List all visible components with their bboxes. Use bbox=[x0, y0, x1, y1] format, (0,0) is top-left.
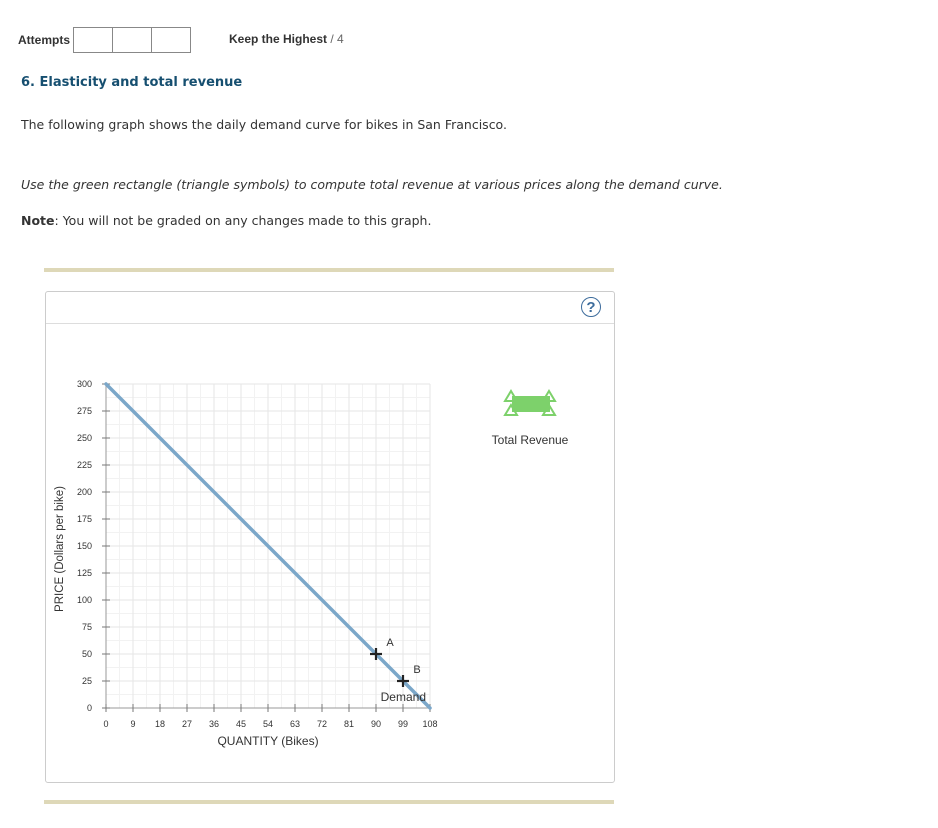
points-layer bbox=[370, 637, 421, 687]
y-tick-label: 300 bbox=[76, 379, 92, 389]
x-tick-label: 9 bbox=[130, 719, 136, 729]
y-tick-label: 175 bbox=[76, 514, 92, 524]
y-tick-label: 200 bbox=[76, 487, 92, 497]
x-tick-label: 108 bbox=[422, 719, 438, 729]
ticks bbox=[77, 379, 438, 729]
attempts-label: Attempts bbox=[18, 33, 71, 47]
question-instruction: Use the green rectangle (triangle symbols) to compute total revenue at various prices along the demand curve. bbox=[21, 177, 723, 192]
help-icon[interactable]: ? bbox=[581, 297, 601, 317]
note-label: Note bbox=[21, 213, 55, 228]
y-tick-label: 225 bbox=[76, 460, 92, 470]
y-tick-label: 150 bbox=[76, 541, 92, 551]
total-revenue-tool[interactable] bbox=[505, 391, 555, 415]
note-text: : You will not be graded on any changes made to this graph. bbox=[54, 213, 432, 228]
x-tick-label: 72 bbox=[316, 719, 328, 729]
keep-highest-value: 4 bbox=[337, 32, 344, 46]
y-tick-label: 275 bbox=[76, 406, 92, 416]
keep-highest-separator: / bbox=[330, 32, 334, 46]
keep-highest-label: Keep the Highest bbox=[229, 32, 328, 46]
x-tick-label: 27 bbox=[181, 719, 193, 729]
total-revenue-label: Total Revenue bbox=[491, 433, 569, 447]
x-tick-label: 90 bbox=[370, 719, 382, 729]
x-tick-label: 81 bbox=[343, 719, 355, 729]
y-tick-label: 75 bbox=[81, 622, 92, 632]
point-label: B bbox=[413, 664, 421, 676]
x-tick-label: 99 bbox=[397, 719, 409, 729]
y-tick-label: 0 bbox=[86, 703, 92, 713]
x-tick-label: 36 bbox=[208, 719, 220, 729]
y-tick-label: 25 bbox=[81, 676, 92, 686]
y-axis-label: PRICE (Dollars per bike) bbox=[54, 486, 66, 612]
question-title: 6. Elasticity and total revenue bbox=[21, 75, 243, 90]
y-tick-label: 125 bbox=[76, 568, 92, 578]
x-tick-label: 18 bbox=[154, 719, 166, 729]
x-tick-label: 54 bbox=[262, 719, 274, 729]
x-tick-label: 0 bbox=[103, 719, 109, 729]
x-axis-label: QUANTITY (Bikes) bbox=[217, 734, 319, 748]
question-intro: The following graph shows the daily demand curve for bikes in San Francisco. bbox=[21, 117, 507, 132]
x-tick-label: 45 bbox=[235, 719, 247, 729]
y-tick-label: 250 bbox=[76, 433, 92, 443]
y-tick-label: 50 bbox=[81, 649, 92, 659]
y-tick-label: 100 bbox=[76, 595, 92, 605]
x-tick-label: 63 bbox=[289, 719, 301, 729]
point-label: A bbox=[386, 637, 394, 649]
demand-label: Demand bbox=[380, 690, 426, 704]
bottom-divider bbox=[44, 800, 614, 804]
